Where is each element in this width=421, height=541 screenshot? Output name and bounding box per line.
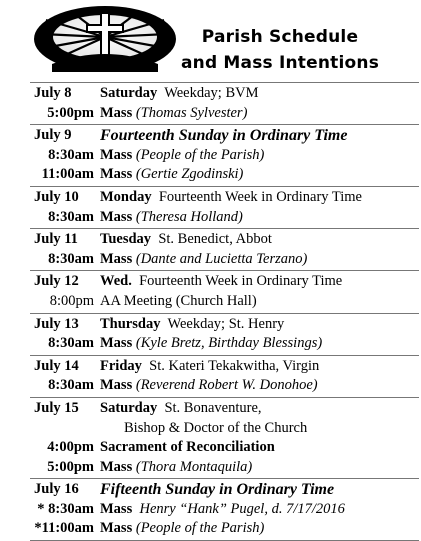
intention: (People of the Parish) [135, 146, 265, 163]
mass-row [30, 208, 419, 228]
date-row [30, 315, 419, 335]
mass-row [30, 376, 419, 396]
date-row [30, 126, 419, 146]
event: Mass [100, 458, 133, 475]
mass-row [30, 104, 419, 124]
day-name: Thursday [100, 315, 161, 332]
intention: (Gertie Zgodinski) [135, 166, 244, 183]
day-name: Friday [100, 357, 142, 374]
day-description: St. Benedict, Abbot [158, 231, 272, 248]
intention: (Kyle Bretz, Birthday Blessings) [135, 335, 323, 352]
event-row [30, 292, 419, 312]
time: 11:00am [41, 166, 94, 183]
date-row [30, 230, 419, 250]
mass-row [30, 165, 419, 185]
time: 8:30am [48, 377, 94, 394]
schedule-day-group [30, 478, 419, 541]
time: 8:30am [48, 250, 94, 267]
page-title: Parish Schedule and Mass Intentions [180, 27, 380, 73]
day-name: Tuesday [100, 231, 152, 248]
day-description: Weekday; BVM [164, 85, 259, 101]
schedule-day-group [30, 397, 419, 478]
feast-title: Fifteenth Sunday in Ordinary Time [100, 481, 335, 499]
intention: (Theresa Holland) [135, 208, 243, 225]
event: Mass [100, 500, 133, 517]
time: * 8:30am [37, 500, 94, 517]
day-description: St. Bonaventure, [164, 399, 262, 416]
day-name: Monday [100, 188, 152, 205]
date: July 14 [34, 357, 79, 374]
date: July 8 [34, 85, 72, 101]
event: AA Meeting (Church Hall) [100, 292, 257, 309]
time: 8:30am [48, 146, 94, 163]
time: 8:30am [48, 208, 94, 225]
event: Mass [100, 335, 133, 352]
day-description: Weekday; St. Henry [167, 315, 285, 332]
schedule-day-group [30, 355, 419, 397]
event: Mass [100, 377, 133, 394]
date: July 16 [34, 481, 79, 498]
intention: (Dante and Lucietta Terzano) [135, 250, 308, 267]
date-row [30, 399, 419, 419]
event-row [30, 438, 419, 458]
date: July 15 [34, 399, 79, 416]
event: Mass [100, 208, 133, 225]
day-name: Saturday [100, 399, 158, 416]
day-description: Fourteenth Week in Ordinary Time [139, 273, 343, 290]
mass-row [30, 458, 419, 478]
day-description-continued: Bishop & Doctor of the Church [124, 419, 308, 436]
time: 4:00pm [47, 439, 94, 456]
header [0, 0, 421, 82]
event: Mass [100, 166, 133, 183]
intention: (Thora Montaquila) [135, 458, 253, 475]
intention: (People of the Parish) [135, 520, 265, 537]
date-row-continued [30, 419, 419, 439]
time: *11:00am [34, 520, 94, 537]
time: 8:00pm [49, 292, 94, 309]
date-row [30, 272, 419, 292]
date-row [30, 188, 419, 208]
event: Mass [100, 520, 133, 537]
date: July 10 [34, 188, 79, 205]
cross-icon [32, 4, 178, 74]
schedule-day-group [30, 124, 419, 186]
schedule-day-group [30, 313, 419, 355]
time: 5:00pm [47, 458, 94, 475]
schedule-day-group [30, 82, 419, 124]
time: 8:30am [48, 335, 94, 352]
intention: (Thomas Sylvester) [135, 104, 248, 121]
date-row [30, 357, 419, 377]
event: Mass [100, 250, 133, 267]
intention: Henry “Hank” Pugel, d. 7/17/2016 [139, 500, 345, 517]
intention: (Reverend Robert W. Donohoe) [135, 377, 318, 394]
date: July 11 [34, 231, 78, 248]
event: Sacrament of Reconciliation [100, 439, 275, 456]
date: July 12 [34, 273, 79, 290]
mass-row [30, 519, 419, 539]
schedule-table [30, 82, 419, 541]
time: 5:00pm [47, 104, 94, 121]
mass-row [30, 146, 419, 166]
schedule-day-group [30, 186, 419, 228]
day-name: Saturday [100, 85, 158, 101]
event: Mass [100, 104, 133, 121]
date-row [30, 480, 419, 500]
day-description: Fourteenth Week in Ordinary Time [158, 188, 362, 205]
date: July 9 [34, 127, 72, 144]
mass-row [30, 500, 419, 520]
event: Mass [100, 146, 133, 163]
date-row [30, 84, 419, 104]
day-description: St. Kateri Tekakwitha, Virgin [149, 357, 320, 374]
mass-row [30, 250, 419, 270]
schedule-day-group [30, 270, 419, 312]
schedule-day-group [30, 228, 419, 270]
day-name: Wed. [100, 273, 132, 290]
mass-row [30, 334, 419, 354]
feast-title: Fourteenth Sunday in Ordinary Time [100, 127, 348, 145]
date: July 13 [34, 315, 79, 332]
